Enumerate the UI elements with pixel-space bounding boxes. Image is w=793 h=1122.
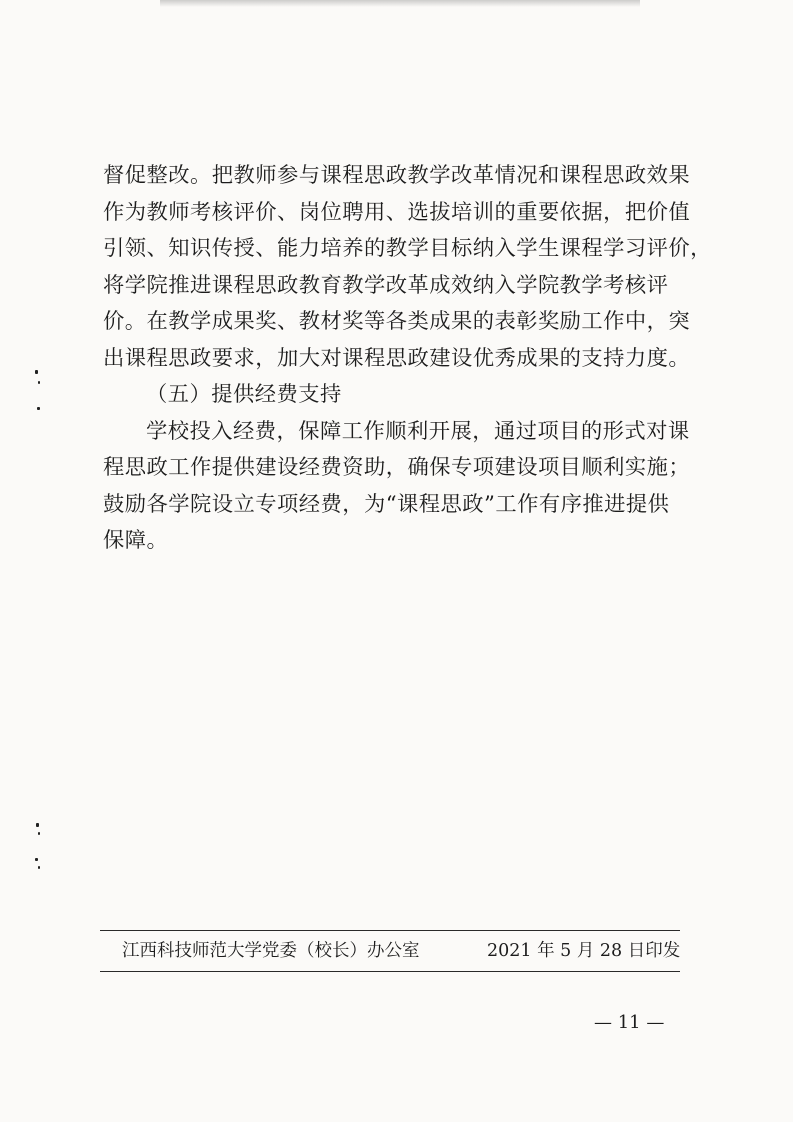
paragraph-line: 保障。 <box>103 528 169 553</box>
body-text <box>103 158 712 560</box>
scan-edge-shadow <box>160 0 640 7</box>
binding-mark <box>38 381 40 384</box>
binding-mark <box>38 866 40 869</box>
paragraph-line: 出课程思政要求，加大对课程思政建设优秀成果的支持力度。 <box>103 345 691 371</box>
page-number: — 11 — <box>594 1012 665 1033</box>
issue-date: 2021 年 5 月 28 日印发 <box>487 941 681 961</box>
binding-mark <box>36 823 39 827</box>
paragraph-line: 学校投入经费，保障工作顺利开展，通过项目的形式对课 <box>146 418 690 444</box>
paragraph-line: 引领、知识传授、能力培养的教学目标纳入学生课程学习评价， <box>103 236 712 261</box>
paragraph-line: 督促整改。把教师参与课程思政教学改革情况和课程思政效果 <box>103 163 691 188</box>
paragraph-line: 鼓励各学院设立专项经费，为“课程思政”工作有序推进提供 <box>103 491 670 517</box>
paragraph-line: 程思政工作提供建设经费资助，确保专项建设项目顺利实施； <box>103 455 691 480</box>
binding-mark <box>38 832 40 835</box>
binding-mark <box>35 858 38 861</box>
footer-rule-bottom <box>100 971 680 972</box>
paragraph-line: 将学院推进课程思政教育教学改革成效纳入学院教学考核评 <box>103 272 669 298</box>
binding-mark <box>37 407 40 410</box>
paragraph-line: 价。在教学成果奖、教材奖等各类成果的表彰奖励工作中，突 <box>103 309 691 334</box>
footer-rule-top <box>100 930 680 931</box>
section-heading: （五）提供经费支持 <box>146 382 342 407</box>
paragraph-line: 作为教师考核评价、岗位聘用、选拔培训的重要依据，把价值 <box>103 199 691 225</box>
issuing-office: 江西科技师范大学党委（校长）办公室 <box>122 941 420 961</box>
binding-mark <box>35 370 38 374</box>
